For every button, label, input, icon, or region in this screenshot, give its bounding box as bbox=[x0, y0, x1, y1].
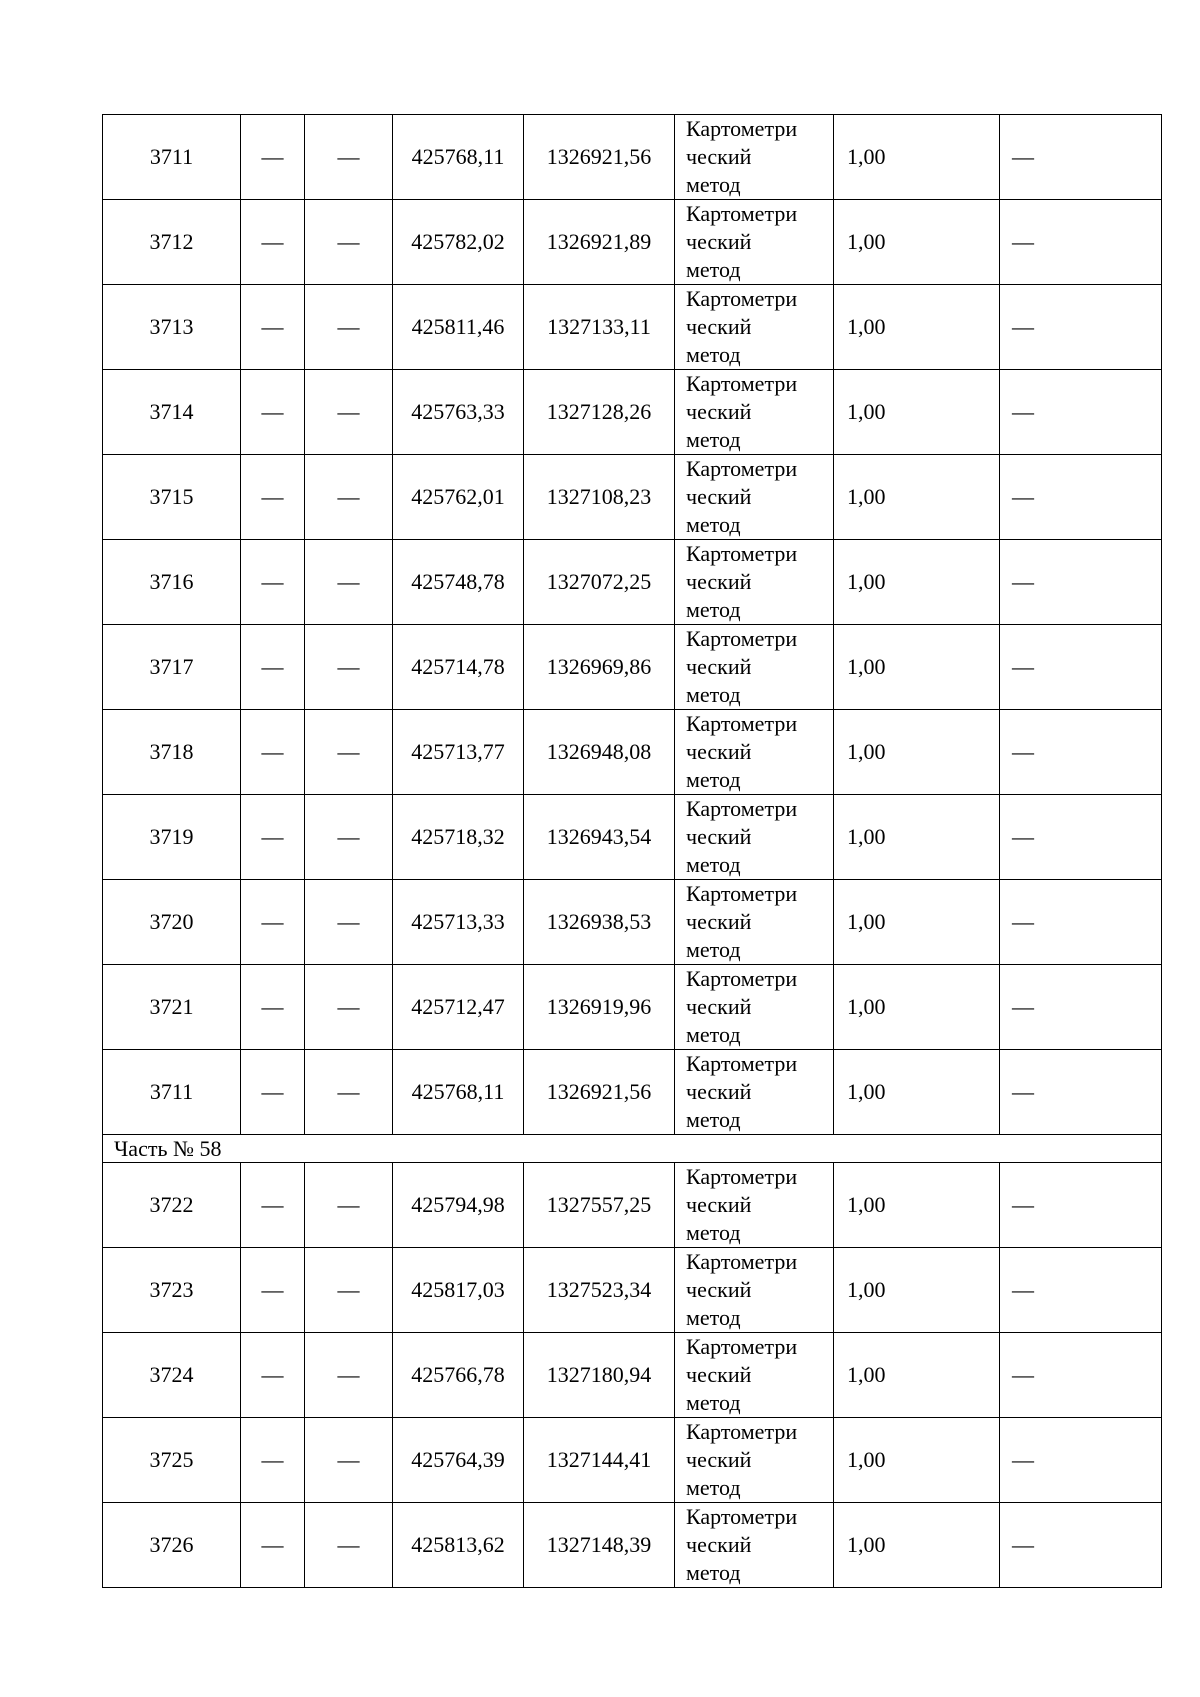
prev-x-cell: — bbox=[241, 1503, 305, 1588]
method-text-line: метод bbox=[686, 1475, 741, 1500]
method-text-line: ческий bbox=[686, 654, 752, 679]
method-text-line: метод bbox=[686, 1022, 741, 1047]
method-cell bbox=[675, 455, 834, 540]
method-text-line: метод bbox=[686, 682, 741, 707]
prev-x-cell: — bbox=[241, 200, 305, 285]
accuracy-cell: 1,00 bbox=[834, 370, 1000, 455]
method-text-line: метод bbox=[686, 172, 741, 197]
y-coordinate-cell: 1327133,11 bbox=[524, 285, 675, 370]
table-row bbox=[103, 710, 1162, 795]
description-cell: — bbox=[1000, 370, 1162, 455]
method-text-line: Картометри bbox=[686, 626, 798, 651]
method-cell bbox=[675, 1248, 834, 1333]
point-number-cell: 3726 bbox=[103, 1503, 241, 1588]
y-coordinate-cell: 1326948,08 bbox=[524, 710, 675, 795]
description-cell: — bbox=[1000, 285, 1162, 370]
method-cell bbox=[675, 1050, 834, 1135]
accuracy-cell: 1,00 bbox=[834, 710, 1000, 795]
method-text-line: ческий bbox=[686, 1532, 752, 1557]
table-row bbox=[103, 965, 1162, 1050]
y-coordinate-cell: 1327180,94 bbox=[524, 1333, 675, 1418]
table-row bbox=[103, 115, 1162, 200]
prev-x-cell: — bbox=[241, 710, 305, 795]
method-text-line: метод bbox=[686, 1390, 741, 1415]
point-number-cell: 3722 bbox=[103, 1163, 241, 1248]
method-cell bbox=[675, 965, 834, 1050]
table-row bbox=[103, 1418, 1162, 1503]
x-coordinate-cell: 425817,03 bbox=[393, 1248, 524, 1333]
table-row bbox=[103, 370, 1162, 455]
description-cell: — bbox=[1000, 200, 1162, 285]
accuracy-cell: 1,00 bbox=[834, 455, 1000, 540]
description-cell: — bbox=[1000, 455, 1162, 540]
accuracy-cell: 1,00 bbox=[834, 1248, 1000, 1333]
x-coordinate-cell: 425768,11 bbox=[393, 1050, 524, 1135]
table-row bbox=[103, 1050, 1162, 1135]
prev-y-cell: — bbox=[305, 795, 393, 880]
y-coordinate-cell: 1326943,54 bbox=[524, 795, 675, 880]
method-text-line: ческий bbox=[686, 1447, 752, 1472]
method-text-line: метод bbox=[686, 427, 741, 452]
x-coordinate-cell: 425714,78 bbox=[393, 625, 524, 710]
prev-y-cell: — bbox=[305, 965, 393, 1050]
prev-x-cell: — bbox=[241, 1418, 305, 1503]
prev-y-cell: — bbox=[305, 455, 393, 540]
accuracy-cell: 1,00 bbox=[834, 200, 1000, 285]
method-text-line: Картометри bbox=[686, 286, 798, 311]
x-coordinate-cell: 425794,98 bbox=[393, 1163, 524, 1248]
method-text-line: Картометри bbox=[686, 201, 798, 226]
method-text-line: ческий bbox=[686, 229, 752, 254]
method-text-line: Картометри bbox=[686, 1419, 798, 1444]
method-text-line: ческий bbox=[686, 909, 752, 934]
x-coordinate-cell: 425782,02 bbox=[393, 200, 524, 285]
coordinates-table bbox=[102, 114, 1162, 1588]
method-cell bbox=[675, 1163, 834, 1248]
prev-x-cell: — bbox=[241, 880, 305, 965]
y-coordinate-cell: 1327557,25 bbox=[524, 1163, 675, 1248]
prev-x-cell: — bbox=[241, 1163, 305, 1248]
method-cell bbox=[675, 625, 834, 710]
method-text-line: метод bbox=[686, 257, 741, 282]
method-text-line: метод bbox=[686, 937, 741, 962]
point-number-cell: 3724 bbox=[103, 1333, 241, 1418]
x-coordinate-cell: 425713,33 bbox=[393, 880, 524, 965]
method-cell bbox=[675, 710, 834, 795]
method-text-line: Картометри bbox=[686, 881, 798, 906]
prev-x-cell: — bbox=[241, 1050, 305, 1135]
x-coordinate-cell: 425768,11 bbox=[393, 115, 524, 200]
point-number-cell: 3714 bbox=[103, 370, 241, 455]
point-number-cell: 3723 bbox=[103, 1248, 241, 1333]
method-text-line: ческий bbox=[686, 144, 752, 169]
point-number-cell: 3725 bbox=[103, 1418, 241, 1503]
method-text-line: Картометри bbox=[686, 456, 798, 481]
prev-x-cell: — bbox=[241, 795, 305, 880]
method-text-line: Картометри bbox=[686, 711, 798, 736]
y-coordinate-cell: 1327108,23 bbox=[524, 455, 675, 540]
accuracy-cell: 1,00 bbox=[834, 1333, 1000, 1418]
table-row bbox=[103, 880, 1162, 965]
method-text-line: ческий bbox=[686, 569, 752, 594]
y-coordinate-cell: 1327128,26 bbox=[524, 370, 675, 455]
method-text-line: метод bbox=[686, 852, 741, 877]
description-cell: — bbox=[1000, 625, 1162, 710]
table-row bbox=[103, 1503, 1162, 1588]
table-row bbox=[103, 540, 1162, 625]
method-cell bbox=[675, 115, 834, 200]
method-text-line: метод bbox=[686, 1220, 741, 1245]
part-label: Часть № 58 bbox=[103, 1135, 1162, 1163]
point-number-cell: 3715 bbox=[103, 455, 241, 540]
table-row bbox=[103, 200, 1162, 285]
y-coordinate-cell: 1326969,86 bbox=[524, 625, 675, 710]
point-number-cell: 3716 bbox=[103, 540, 241, 625]
table-row bbox=[103, 1163, 1162, 1248]
method-text-line: метод bbox=[686, 512, 741, 537]
description-cell: — bbox=[1000, 1050, 1162, 1135]
prev-y-cell: — bbox=[305, 1503, 393, 1588]
description-cell: — bbox=[1000, 1333, 1162, 1418]
method-text-line: метод bbox=[686, 1305, 741, 1330]
method-text-line: Картометри bbox=[686, 1504, 798, 1529]
method-cell bbox=[675, 880, 834, 965]
y-coordinate-cell: 1327072,25 bbox=[524, 540, 675, 625]
accuracy-cell: 1,00 bbox=[834, 540, 1000, 625]
description-cell: — bbox=[1000, 795, 1162, 880]
prev-y-cell: — bbox=[305, 115, 393, 200]
prev-x-cell: — bbox=[241, 965, 305, 1050]
description-cell: — bbox=[1000, 1163, 1162, 1248]
prev-x-cell: — bbox=[241, 1333, 305, 1418]
method-cell bbox=[675, 370, 834, 455]
y-coordinate-cell: 1327144,41 bbox=[524, 1418, 675, 1503]
table-row bbox=[103, 1333, 1162, 1418]
description-cell: — bbox=[1000, 880, 1162, 965]
table-row bbox=[103, 455, 1162, 540]
point-number-cell: 3719 bbox=[103, 795, 241, 880]
x-coordinate-cell: 425718,32 bbox=[393, 795, 524, 880]
table-row bbox=[103, 285, 1162, 370]
prev-y-cell: — bbox=[305, 1248, 393, 1333]
prev-x-cell: — bbox=[241, 1248, 305, 1333]
x-coordinate-cell: 425748,78 bbox=[393, 540, 524, 625]
prev-y-cell: — bbox=[305, 285, 393, 370]
prev-x-cell: — bbox=[241, 285, 305, 370]
table-row bbox=[103, 1248, 1162, 1333]
method-text-line: Картометри bbox=[686, 541, 798, 566]
method-text-line: ческий bbox=[686, 1192, 752, 1217]
method-text-line: метод bbox=[686, 342, 741, 367]
accuracy-cell: 1,00 bbox=[834, 880, 1000, 965]
point-number-cell: 3713 bbox=[103, 285, 241, 370]
method-cell bbox=[675, 1418, 834, 1503]
prev-y-cell: — bbox=[305, 625, 393, 710]
method-text-line: метод bbox=[686, 1107, 741, 1132]
accuracy-cell: 1,00 bbox=[834, 1503, 1000, 1588]
accuracy-cell: 1,00 bbox=[834, 1050, 1000, 1135]
prev-y-cell: — bbox=[305, 1333, 393, 1418]
y-coordinate-cell: 1326921,89 bbox=[524, 200, 675, 285]
x-coordinate-cell: 425813,62 bbox=[393, 1503, 524, 1588]
prev-y-cell: — bbox=[305, 1163, 393, 1248]
table-row bbox=[103, 625, 1162, 710]
method-text-line: ческий bbox=[686, 399, 752, 424]
accuracy-cell: 1,00 bbox=[834, 625, 1000, 710]
point-number-cell: 3717 bbox=[103, 625, 241, 710]
table-row bbox=[103, 795, 1162, 880]
prev-y-cell: — bbox=[305, 880, 393, 965]
description-cell: — bbox=[1000, 1418, 1162, 1503]
prev-x-cell: — bbox=[241, 540, 305, 625]
x-coordinate-cell: 425811,46 bbox=[393, 285, 524, 370]
prev-y-cell: — bbox=[305, 540, 393, 625]
description-cell: — bbox=[1000, 540, 1162, 625]
prev-x-cell: — bbox=[241, 115, 305, 200]
prev-x-cell: — bbox=[241, 625, 305, 710]
y-coordinate-cell: 1327148,39 bbox=[524, 1503, 675, 1588]
method-text-line: Картометри bbox=[686, 1249, 798, 1274]
method-cell bbox=[675, 285, 834, 370]
description-cell: — bbox=[1000, 965, 1162, 1050]
y-coordinate-cell: 1326938,53 bbox=[524, 880, 675, 965]
description-cell: — bbox=[1000, 1503, 1162, 1588]
x-coordinate-cell: 425766,78 bbox=[393, 1333, 524, 1418]
description-cell: — bbox=[1000, 115, 1162, 200]
description-cell: — bbox=[1000, 1248, 1162, 1333]
description-cell: — bbox=[1000, 710, 1162, 795]
method-text-line: Картометри bbox=[686, 966, 798, 991]
method-text-line: ческий bbox=[686, 1362, 752, 1387]
method-cell bbox=[675, 1503, 834, 1588]
prev-y-cell: — bbox=[305, 370, 393, 455]
prev-y-cell: — bbox=[305, 1050, 393, 1135]
method-text-line: Картометри bbox=[686, 116, 798, 141]
method-text-line: метод bbox=[686, 597, 741, 622]
method-text-line: ческий bbox=[686, 484, 752, 509]
method-text-line: ческий bbox=[686, 739, 752, 764]
accuracy-cell: 1,00 bbox=[834, 115, 1000, 200]
point-number-cell: 3721 bbox=[103, 965, 241, 1050]
method-text-line: Картометри bbox=[686, 1051, 798, 1076]
method-text-line: ческий bbox=[686, 1079, 752, 1104]
prev-x-cell: — bbox=[241, 370, 305, 455]
accuracy-cell: 1,00 bbox=[834, 1418, 1000, 1503]
x-coordinate-cell: 425712,47 bbox=[393, 965, 524, 1050]
method-text-line: ческий bbox=[686, 824, 752, 849]
method-cell bbox=[675, 795, 834, 880]
y-coordinate-cell: 1327523,34 bbox=[524, 1248, 675, 1333]
method-text-line: ческий bbox=[686, 1277, 752, 1302]
method-text-line: Картометри bbox=[686, 1334, 798, 1359]
part-header-row bbox=[103, 1135, 1162, 1163]
accuracy-cell: 1,00 bbox=[834, 795, 1000, 880]
method-text-line: Картометри bbox=[686, 796, 798, 821]
x-coordinate-cell: 425764,39 bbox=[393, 1418, 524, 1503]
point-number-cell: 3711 bbox=[103, 115, 241, 200]
y-coordinate-cell: 1326921,56 bbox=[524, 115, 675, 200]
method-text-line: метод bbox=[686, 1560, 741, 1585]
method-cell bbox=[675, 1333, 834, 1418]
accuracy-cell: 1,00 bbox=[834, 965, 1000, 1050]
prev-y-cell: — bbox=[305, 710, 393, 795]
method-cell bbox=[675, 200, 834, 285]
method-text-line: метод bbox=[686, 767, 741, 792]
prev-x-cell: — bbox=[241, 455, 305, 540]
method-text-line: ческий bbox=[686, 994, 752, 1019]
x-coordinate-cell: 425763,33 bbox=[393, 370, 524, 455]
accuracy-cell: 1,00 bbox=[834, 285, 1000, 370]
method-text-line: Картометри bbox=[686, 371, 798, 396]
x-coordinate-cell: 425713,77 bbox=[393, 710, 524, 795]
x-coordinate-cell: 425762,01 bbox=[393, 455, 524, 540]
method-cell bbox=[675, 540, 834, 625]
point-number-cell: 3711 bbox=[103, 1050, 241, 1135]
accuracy-cell: 1,00 bbox=[834, 1163, 1000, 1248]
method-text-line: Картометри bbox=[686, 1164, 798, 1189]
method-text-line: ческий bbox=[686, 314, 752, 339]
point-number-cell: 3720 bbox=[103, 880, 241, 965]
point-number-cell: 3712 bbox=[103, 200, 241, 285]
prev-y-cell: — bbox=[305, 1418, 393, 1503]
prev-y-cell: — bbox=[305, 200, 393, 285]
point-number-cell: 3718 bbox=[103, 710, 241, 795]
table-body bbox=[103, 115, 1162, 1588]
y-coordinate-cell: 1326919,96 bbox=[524, 965, 675, 1050]
y-coordinate-cell: 1326921,56 bbox=[524, 1050, 675, 1135]
